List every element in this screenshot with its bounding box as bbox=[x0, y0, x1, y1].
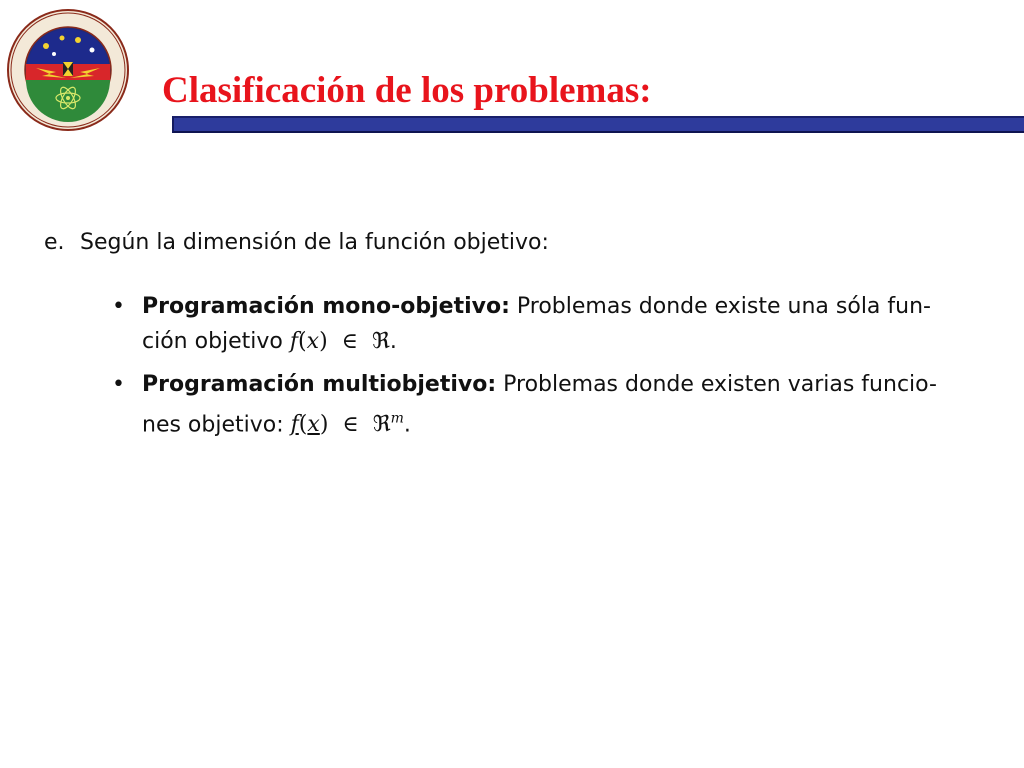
math-superscript-m: m bbox=[390, 411, 404, 427]
math-paren-open: ( bbox=[298, 329, 307, 354]
slide-content bbox=[44, 230, 994, 450]
bullet-item-multi-objective bbox=[112, 367, 957, 442]
description-line2: nes objetivo: bbox=[142, 412, 291, 438]
bullet-marker: • bbox=[112, 294, 125, 319]
math-real-set: ℜ bbox=[372, 412, 391, 438]
enumerate-marker: e. bbox=[44, 230, 65, 255]
enumerate-heading: Según la dimensión de la función objetivo: bbox=[80, 230, 549, 255]
bullet-marker: • bbox=[112, 372, 125, 397]
math-f-vector: f bbox=[290, 412, 299, 438]
slide-title: Clasificación de los problemas: bbox=[162, 70, 652, 111]
math-f: f bbox=[289, 329, 299, 354]
term-mono-objective: Programación mono-objetivo: bbox=[142, 294, 510, 319]
term-multi-objective: Programación multiobjetivo: bbox=[142, 372, 497, 397]
math-expression bbox=[291, 412, 404, 437]
description-line2: ción objetivo bbox=[142, 329, 290, 354]
math-paren-close: ) bbox=[319, 412, 329, 438]
math-x-vector: x bbox=[307, 412, 320, 438]
description-line1: Problemas donde existe una sóla fun- bbox=[509, 294, 931, 319]
math-paren-close: ) bbox=[319, 329, 328, 354]
math-paren-open: ( bbox=[298, 412, 308, 438]
math-real-set: ℜ bbox=[371, 329, 390, 354]
math-expression bbox=[290, 329, 390, 354]
math-element-of: ∈ bbox=[342, 412, 359, 438]
math-period: . bbox=[389, 329, 397, 354]
math-element-of: ∈ bbox=[341, 329, 358, 354]
bullet-list bbox=[44, 289, 994, 442]
math-x: x bbox=[306, 329, 320, 354]
enumerate-item bbox=[44, 230, 994, 255]
bullet-item-mono-objective bbox=[112, 289, 957, 359]
description-line1: Problemas donde existen varias funcio- bbox=[496, 372, 937, 397]
title-rule bbox=[172, 116, 1024, 133]
university-seal-icon bbox=[6, 8, 130, 132]
math-period: . bbox=[403, 412, 411, 438]
